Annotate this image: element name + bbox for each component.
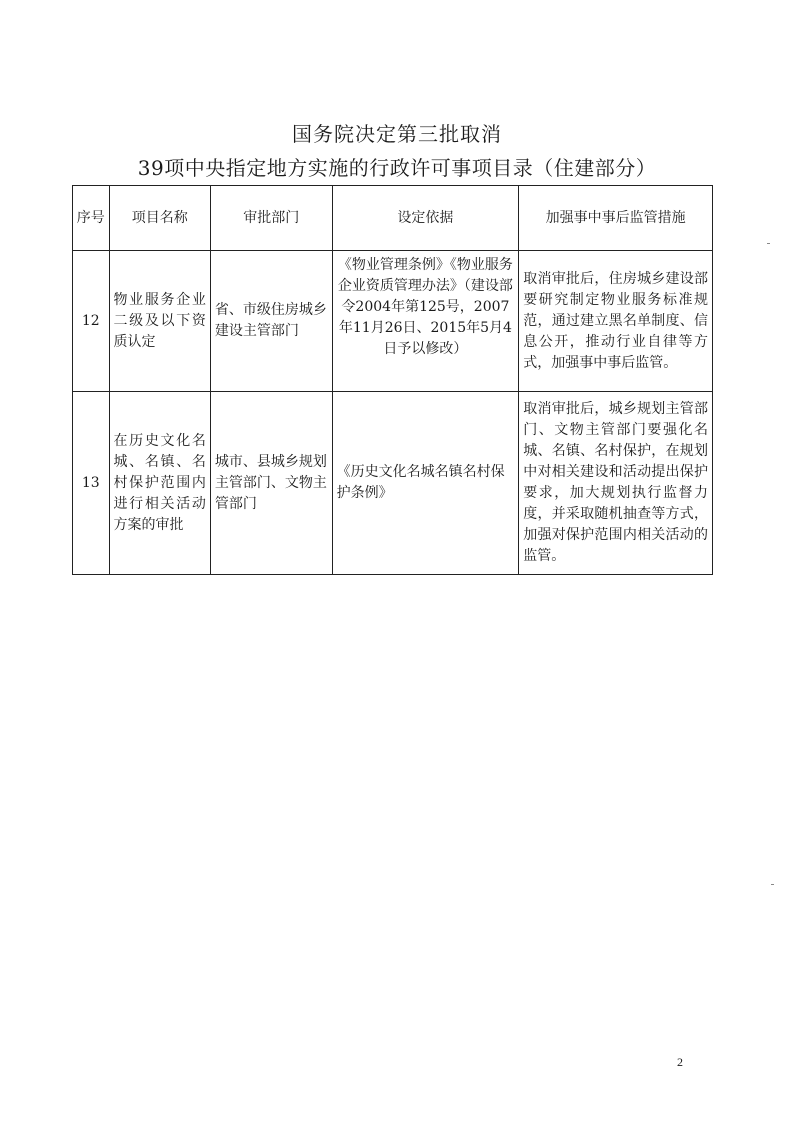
- cell-basis: 《物业管理条例》《物业服务企业资质管理办法》（建设部令2004年第125号，2007年11月26日、2015年5月4日予以修改）: [332, 251, 519, 392]
- table-row: [73, 251, 713, 392]
- cell-measures: 取消审批后，住房城乡建设部要研究制定物业服务标准规范，通过建立黑名单制度、信息公开，推动行业自律等方式，加强事中事后监管。: [519, 251, 713, 392]
- header-dept: 审批部门: [210, 186, 332, 251]
- header-seq: 序号: [73, 186, 110, 251]
- header-measures: 加强事中事后监管措施: [519, 186, 713, 251]
- cell-dept: 省、市级住房城乡建设主管部门: [210, 251, 332, 392]
- table-header-row: [73, 186, 713, 251]
- page-number: 2: [677, 1055, 683, 1069]
- table-row: [73, 392, 713, 575]
- cell-dept: 城市、县城乡规划主管部门、文物主管部门: [210, 392, 332, 575]
- items-table: [72, 185, 713, 575]
- document-title-line2: 39项中央指定地方实施的行政许可事项目录（住建部分）: [137, 156, 657, 180]
- document-title-line1: 国务院决定第三批取消: [292, 122, 502, 146]
- header-name: 项目名称: [109, 186, 210, 251]
- cell-seq: 12: [73, 251, 110, 392]
- cell-seq: 13: [73, 392, 110, 575]
- cell-measures: 取消审批后，城乡规划主管部门、文物主管部门要强化名城、名镇、名村保护，在规划中对相关建设和活动提出保护要求，加大规划执行监督力度，并采取随机抽查等方式，加强对保护范围内相关活动的监管。: [519, 392, 713, 575]
- cell-basis: 《历史文化名城名镇名村保护条例》: [332, 392, 519, 575]
- scan-speck: [767, 243, 770, 244]
- header-basis: 设定依据: [332, 186, 519, 251]
- cell-name: 物业服务企业二级及以下资质认定: [109, 251, 210, 392]
- cell-name: 在历史文化名城、名镇、名村保护范围内进行相关活动方案的审批: [109, 392, 210, 575]
- scan-speck: [771, 884, 774, 885]
